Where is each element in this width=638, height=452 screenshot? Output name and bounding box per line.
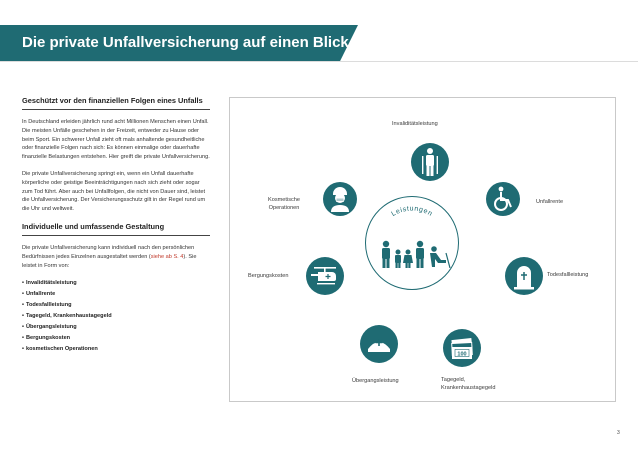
page-title: Die private Unfallversicherung auf einen Blick [22, 34, 349, 51]
paragraph-design-text-a: Die private Unfallversicherung kann individuell nach den persönlichen Bedürfnissen jedes Einzelnen ausgestaltet werden ( [22, 244, 195, 260]
invalidity-icon [411, 143, 449, 181]
label-bergung: Bergungskosten [248, 273, 289, 279]
paragraph-intro: In Deutschland erleiden jährlich rund acht Millionen Menschen einen Unfall. Die meisten Unfälle geschehen in der Freizeit, entweder zu Hause oder beim Sport. Ein schwerer Unfall zieht oft mals anhaltende gesundheitliche oder finanzielle Folgen nach sich: Es können einmalige oder dauerhafte finanzielle Belastungen entstehen. Hier greift die private Unfallversicherung. [22, 119, 210, 161]
list-item: • Tagegeld, Krankenhaustagegeld [22, 313, 112, 320]
benefits-list [22, 278, 210, 355]
section-heading-protection: Geschützt vor den finanziellen Folgen eines Unfalls [22, 96, 210, 110]
label-tagegeld: Tagegeld, Krankenhaustagegeld [441, 377, 496, 391]
surgeon-icon [323, 182, 357, 216]
nurse-cap-icon [360, 325, 398, 363]
list-item: • Todesfallleistung [22, 302, 72, 309]
list-item: • Übergangsleistung [22, 324, 77, 331]
list-item: • Invaliditätsleistung [22, 280, 77, 287]
label-invaliditaet: Invaliditätsleistung [392, 121, 438, 127]
label-todesfall: Todesfallleistung [547, 272, 589, 278]
section-heading-design: Individuelle und umfassende Gestaltung [22, 222, 210, 236]
header-divider [0, 61, 638, 62]
benefits-diagram [229, 97, 616, 402]
page-number: 3 [617, 430, 620, 436]
family-icon [366, 197, 458, 289]
money-icon [443, 329, 481, 367]
center-circle [365, 196, 459, 290]
paragraph-coverage: Die private Unfallversicherung springt ein, wenn ein Unfall dauerhafte körperliche oder geistige Beeinträchtigungen nach sich zieht oder sogar zum Tod führt. Aber auch bei Unfallfolgen, die nicht von Dauer sind, leistet die Unfallversicherung. Der Versicherungsschutz gilt in der Regel rund um die Uhr und weltweit. [22, 170, 206, 213]
list-item: • kosmetischen Operationen [22, 346, 98, 353]
list-item: • Bergungskosten [22, 335, 71, 342]
label-unfallrente: Unfallrente [536, 199, 564, 205]
wheelchair-icon [486, 182, 520, 216]
gravestone-icon [505, 257, 543, 295]
paragraph-design-text-b: ). Sie leistet in Form von: [22, 253, 197, 269]
center-label: Leistungen [390, 205, 434, 218]
list-item: • Unfallrente [22, 291, 56, 298]
helicopter-icon [306, 257, 344, 295]
left-column [22, 96, 210, 355]
page-reference-link[interactable]: siehe ab S. 4 [150, 253, 184, 260]
svg-text:Leistungen [390, 205, 433, 217]
paragraph-design [22, 244, 210, 270]
label-kosmetisch: Kosmetische Operationen [268, 197, 301, 211]
bill-value: 100 [457, 351, 467, 358]
label-uebergang: Übergangsleistung [352, 378, 399, 384]
